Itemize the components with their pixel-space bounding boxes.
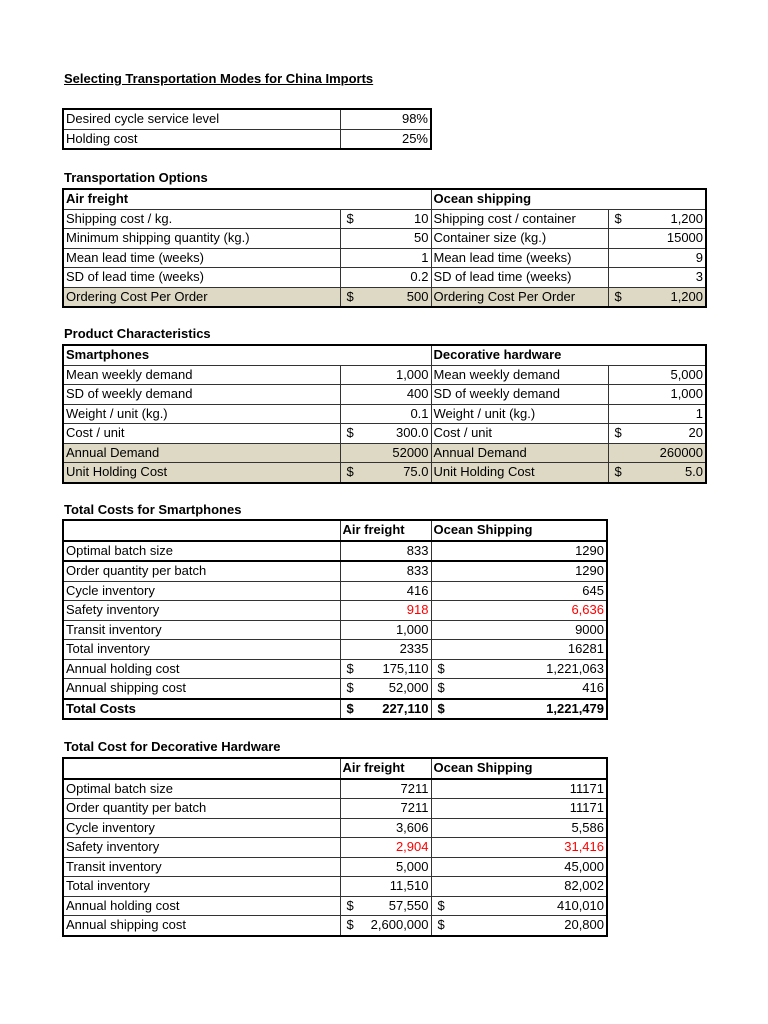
- row-label[interactable]: Total Costs: [63, 699, 340, 720]
- currency-symbol: $: [437, 660, 445, 676]
- ocean-shipping-value[interactable]: [431, 896, 607, 916]
- cell-value: 11171: [569, 780, 604, 796]
- row-label[interactable]: Transit inventory: [63, 620, 340, 640]
- row-label[interactable]: Annual holding cost: [63, 896, 340, 916]
- air-freight-value[interactable]: [340, 896, 431, 916]
- hardware-costs-table: [62, 757, 608, 937]
- left-value[interactable]: [340, 424, 431, 444]
- table-row: [63, 779, 607, 799]
- table-row: [63, 838, 607, 858]
- right-value[interactable]: [608, 463, 706, 483]
- cell-value: 1,000: [670, 386, 704, 402]
- row-label[interactable]: Cycle inventory: [63, 581, 340, 601]
- cell-value: 416: [406, 582, 429, 598]
- row-label[interactable]: Order quantity per batch: [63, 799, 340, 819]
- table-row: [63, 620, 607, 640]
- air-freight-value[interactable]: [340, 877, 431, 897]
- air-freight-value[interactable]: [340, 561, 431, 581]
- table-row: [63, 896, 607, 916]
- cell-value: 300.0: [395, 425, 429, 441]
- table-row: [63, 463, 706, 483]
- cell-value: 1: [421, 249, 429, 265]
- right-label[interactable]: Container size (kg.): [431, 229, 608, 249]
- currency-symbol: $: [346, 660, 354, 676]
- cell-value: 175,110: [382, 660, 429, 676]
- cell-value: 1290: [575, 563, 604, 579]
- product-heading: Product Characteristics: [64, 326, 211, 341]
- right-label[interactable]: Weight / unit (kg.): [431, 404, 608, 424]
- cell-value: 82,002: [564, 878, 604, 894]
- cell-value: 1,221,479: [546, 700, 604, 716]
- left-value[interactable]: [340, 404, 431, 424]
- left-header[interactable]: Smartphones: [63, 345, 431, 365]
- cell-value: 11,510: [389, 878, 429, 894]
- air-freight-value[interactable]: [340, 581, 431, 601]
- empty-header: [63, 758, 340, 779]
- transportation-heading: Transportation Options: [64, 170, 208, 185]
- currency-symbol: $: [437, 917, 445, 933]
- ocean-shipping-value[interactable]: [431, 818, 607, 838]
- header-row: [63, 758, 607, 779]
- ocean-shipping-value[interactable]: [431, 620, 607, 640]
- right-header[interactable]: Decorative hardware: [431, 345, 706, 365]
- currency-symbol: $: [614, 288, 622, 304]
- ocean-shipping-value[interactable]: [431, 679, 607, 699]
- row-label[interactable]: Annual shipping cost: [63, 679, 340, 699]
- row-label[interactable]: Order quantity per batch: [63, 561, 340, 581]
- cell-value: 9: [695, 249, 704, 265]
- cell-value: 2,600,000: [370, 917, 429, 933]
- cell-value: 11171: [569, 800, 604, 816]
- hardware-costs-heading: Total Cost for Decorative Hardware: [64, 739, 281, 754]
- cell-value: 7211: [400, 800, 429, 816]
- cell-value: 416: [582, 680, 604, 696]
- right-label[interactable]: Ordering Cost Per Order: [431, 287, 608, 307]
- row-label[interactable]: Total inventory: [63, 877, 340, 897]
- ocean-shipping-value[interactable]: [431, 838, 607, 858]
- right-value[interactable]: [608, 443, 706, 463]
- cell-value: 1: [695, 405, 704, 421]
- currency-symbol: $: [614, 210, 622, 226]
- left-label[interactable]: SD of lead time (weeks): [63, 268, 340, 288]
- table-row: [63, 699, 607, 720]
- left-label[interactable]: Annual Demand: [63, 443, 340, 463]
- right-value[interactable]: [608, 268, 706, 288]
- transportation-options-table: [62, 188, 707, 308]
- cell-value: 52,000: [388, 680, 429, 696]
- cell-value: 833: [406, 563, 429, 579]
- cell-value: 20: [688, 425, 704, 441]
- right-value[interactable]: [608, 287, 706, 307]
- air-freight-value[interactable]: [340, 679, 431, 699]
- air-freight-value[interactable]: [340, 916, 431, 936]
- table-row: [63, 561, 607, 581]
- smartphone-costs-table: [62, 519, 608, 720]
- table-row: [63, 443, 706, 463]
- cell-value: 50: [414, 230, 429, 246]
- currency-symbol: $: [614, 425, 622, 441]
- cell-value: 10: [414, 210, 429, 226]
- cell-value: 16281: [567, 641, 604, 657]
- row-label[interactable]: Safety inventory: [63, 601, 340, 621]
- left-label[interactable]: Ordering Cost Per Order: [63, 287, 340, 307]
- table-row: [63, 916, 607, 936]
- air-freight-header[interactable]: Air freight: [340, 758, 431, 779]
- air-freight-value[interactable]: [340, 659, 431, 679]
- cell-value: 31,416: [564, 839, 604, 855]
- cell-value: 0.1: [410, 405, 429, 421]
- currency-symbol: $: [346, 680, 354, 696]
- row-label[interactable]: Total inventory: [63, 640, 340, 660]
- currency-symbol: $: [614, 464, 622, 480]
- table-row: [63, 857, 607, 877]
- left-header[interactable]: Air freight: [63, 189, 431, 209]
- ocean-shipping-header[interactable]: Ocean Shipping: [431, 520, 607, 541]
- cell-value: 15000: [666, 230, 704, 246]
- air-freight-value[interactable]: [340, 699, 431, 720]
- row-label[interactable]: Optimal batch size: [63, 541, 340, 562]
- ocean-shipping-value[interactable]: [431, 799, 607, 819]
- cell-value: 45,000: [564, 858, 604, 874]
- cell-value: 1290: [575, 542, 604, 558]
- left-label[interactable]: Mean weekly demand: [63, 365, 340, 385]
- table-row: [63, 581, 607, 601]
- cell-value: 1,000: [395, 366, 429, 382]
- header-row: [63, 520, 607, 541]
- smartphone-costs-heading: Total Costs for Smartphones: [64, 502, 242, 517]
- right-label[interactable]: Mean lead time (weeks): [431, 248, 608, 268]
- currency-symbol: $: [437, 897, 445, 913]
- ocean-shipping-value[interactable]: [431, 699, 607, 720]
- cell-value: 3: [695, 269, 704, 285]
- row-label[interactable]: Transit inventory: [63, 857, 340, 877]
- cell-value: 5,000: [395, 858, 429, 874]
- right-value[interactable]: [608, 404, 706, 424]
- air-freight-value[interactable]: [340, 838, 431, 858]
- table-row: [63, 248, 706, 268]
- currency-symbol: $: [346, 464, 354, 480]
- table-row: [63, 229, 706, 249]
- left-label[interactable]: Mean lead time (weeks): [63, 248, 340, 268]
- table-row: [63, 129, 431, 149]
- left-label[interactable]: Cost / unit: [63, 424, 340, 444]
- cell-value: 918: [406, 602, 429, 618]
- currency-symbol: $: [437, 680, 445, 696]
- left-value[interactable]: [340, 268, 431, 288]
- right-value[interactable]: [608, 365, 706, 385]
- page-title: Selecting Transportation Modes for China Imports: [64, 71, 374, 86]
- air-freight-value[interactable]: [340, 541, 431, 562]
- right-label[interactable]: Annual Demand: [431, 443, 608, 463]
- right-label[interactable]: Cost / unit: [431, 424, 608, 444]
- cell-value: 833: [406, 542, 429, 558]
- table-row: [63, 679, 607, 699]
- table-row: [63, 268, 706, 288]
- air-freight-value[interactable]: [340, 818, 431, 838]
- row-label[interactable]: Cycle inventory: [63, 818, 340, 838]
- cell-value: 1,200: [670, 288, 704, 304]
- currency-symbol: $: [346, 917, 354, 933]
- header-row: [63, 189, 706, 209]
- left-value[interactable]: [340, 248, 431, 268]
- currency-symbol: $: [437, 700, 445, 716]
- table-row: [63, 601, 607, 621]
- table-row: [63, 365, 706, 385]
- cell-value: 1,221,063: [546, 660, 604, 676]
- right-value[interactable]: [608, 424, 706, 444]
- ocean-shipping-value[interactable]: [431, 601, 607, 621]
- row-label[interactable]: Annual shipping cost: [63, 916, 340, 936]
- air-freight-value[interactable]: [340, 779, 431, 799]
- cell-value: 1,000: [395, 621, 429, 637]
- ocean-shipping-value[interactable]: [431, 659, 607, 679]
- right-label[interactable]: Mean weekly demand: [431, 365, 608, 385]
- cell-value: 5.0: [684, 464, 704, 480]
- cell-value: 20,800: [564, 917, 604, 933]
- air-freight-value[interactable]: [340, 620, 431, 640]
- right-header[interactable]: Ocean shipping: [431, 189, 706, 209]
- cell-value: 5,586: [571, 819, 604, 835]
- air-freight-value[interactable]: [340, 640, 431, 660]
- right-value[interactable]: [608, 209, 706, 229]
- parameter-value[interactable]: 98%: [340, 109, 431, 129]
- currency-symbol: $: [346, 288, 354, 304]
- cell-value: 9000: [575, 621, 604, 637]
- currency-symbol: $: [346, 425, 354, 441]
- table-row: [63, 109, 431, 129]
- currency-symbol: $: [346, 210, 354, 226]
- right-label[interactable]: SD of lead time (weeks): [431, 268, 608, 288]
- cell-value: 6,636: [571, 602, 604, 618]
- ocean-shipping-header[interactable]: Ocean Shipping: [431, 758, 607, 779]
- left-label[interactable]: SD of weekly demand: [63, 385, 340, 405]
- parameter-label[interactable]: Desired cycle service level: [63, 109, 340, 129]
- cell-value: 2,904: [395, 839, 429, 855]
- table-row: [63, 404, 706, 424]
- cell-value: 645: [582, 582, 604, 598]
- right-value[interactable]: [608, 385, 706, 405]
- left-value[interactable]: [340, 443, 431, 463]
- left-value[interactable]: [340, 287, 431, 307]
- air-freight-value[interactable]: [340, 601, 431, 621]
- table-row: [63, 541, 607, 562]
- table-row: [63, 385, 706, 405]
- ocean-shipping-value[interactable]: [431, 640, 607, 660]
- cell-value: 5,000: [670, 366, 704, 382]
- row-label[interactable]: Safety inventory: [63, 838, 340, 858]
- table-row: [63, 209, 706, 229]
- left-value[interactable]: [340, 365, 431, 385]
- left-value[interactable]: [340, 209, 431, 229]
- cell-value: 52000: [392, 444, 429, 460]
- cell-value: 0.2: [410, 269, 429, 285]
- ocean-shipping-value[interactable]: [431, 916, 607, 936]
- product-characteristics-table: [62, 344, 707, 484]
- left-value[interactable]: [340, 229, 431, 249]
- right-label[interactable]: Unit Holding Cost: [431, 463, 608, 483]
- parameter-label[interactable]: Holding cost: [63, 129, 340, 149]
- air-freight-value[interactable]: [340, 799, 431, 819]
- table-row: [63, 287, 706, 307]
- cell-value: 3,606: [395, 819, 429, 835]
- cell-value: 500: [406, 288, 429, 304]
- cell-value: 227,110: [382, 700, 429, 716]
- right-label[interactable]: Shipping cost / container: [431, 209, 608, 229]
- parameters-table: [62, 108, 432, 150]
- cell-value: 1,200: [670, 210, 704, 226]
- left-value[interactable]: [340, 463, 431, 483]
- row-label[interactable]: Optimal batch size: [63, 779, 340, 799]
- cell-value: 400: [406, 386, 429, 402]
- air-freight-value[interactable]: [340, 857, 431, 877]
- left-label[interactable]: Weight / unit (kg.): [63, 404, 340, 424]
- ocean-shipping-value[interactable]: [431, 541, 607, 562]
- left-value[interactable]: [340, 385, 431, 405]
- right-value[interactable]: [608, 248, 706, 268]
- cell-value: 57,550: [388, 897, 429, 913]
- cell-value: 2335: [399, 641, 429, 657]
- ocean-shipping-value[interactable]: [431, 581, 607, 601]
- table-row: [63, 799, 607, 819]
- right-label[interactable]: SD of weekly demand: [431, 385, 608, 405]
- left-label[interactable]: Minimum shipping quantity (kg.): [63, 229, 340, 249]
- cell-value: 75.0: [403, 464, 429, 480]
- cell-value: 260000: [659, 444, 704, 460]
- currency-symbol: $: [346, 897, 354, 913]
- ocean-shipping-value[interactable]: [431, 561, 607, 581]
- ocean-shipping-value[interactable]: [431, 877, 607, 897]
- ocean-shipping-value[interactable]: [431, 779, 607, 799]
- cell-value: 410,010: [557, 897, 604, 913]
- table-row: [63, 424, 706, 444]
- cell-value: 7211: [400, 780, 429, 796]
- parameter-value[interactable]: 25%: [340, 129, 431, 149]
- air-freight-header[interactable]: Air freight: [340, 520, 431, 541]
- ocean-shipping-value[interactable]: [431, 857, 607, 877]
- right-value[interactable]: [608, 229, 706, 249]
- empty-header: [63, 520, 340, 541]
- left-label[interactable]: Unit Holding Cost: [63, 463, 340, 483]
- row-label[interactable]: Annual holding cost: [63, 659, 340, 679]
- header-row: [63, 345, 706, 365]
- table-row: [63, 640, 607, 660]
- currency-symbol: $: [346, 700, 354, 716]
- table-row: [63, 877, 607, 897]
- table-row: [63, 818, 607, 838]
- table-row: [63, 659, 607, 679]
- left-label[interactable]: Shipping cost / kg.: [63, 209, 340, 229]
